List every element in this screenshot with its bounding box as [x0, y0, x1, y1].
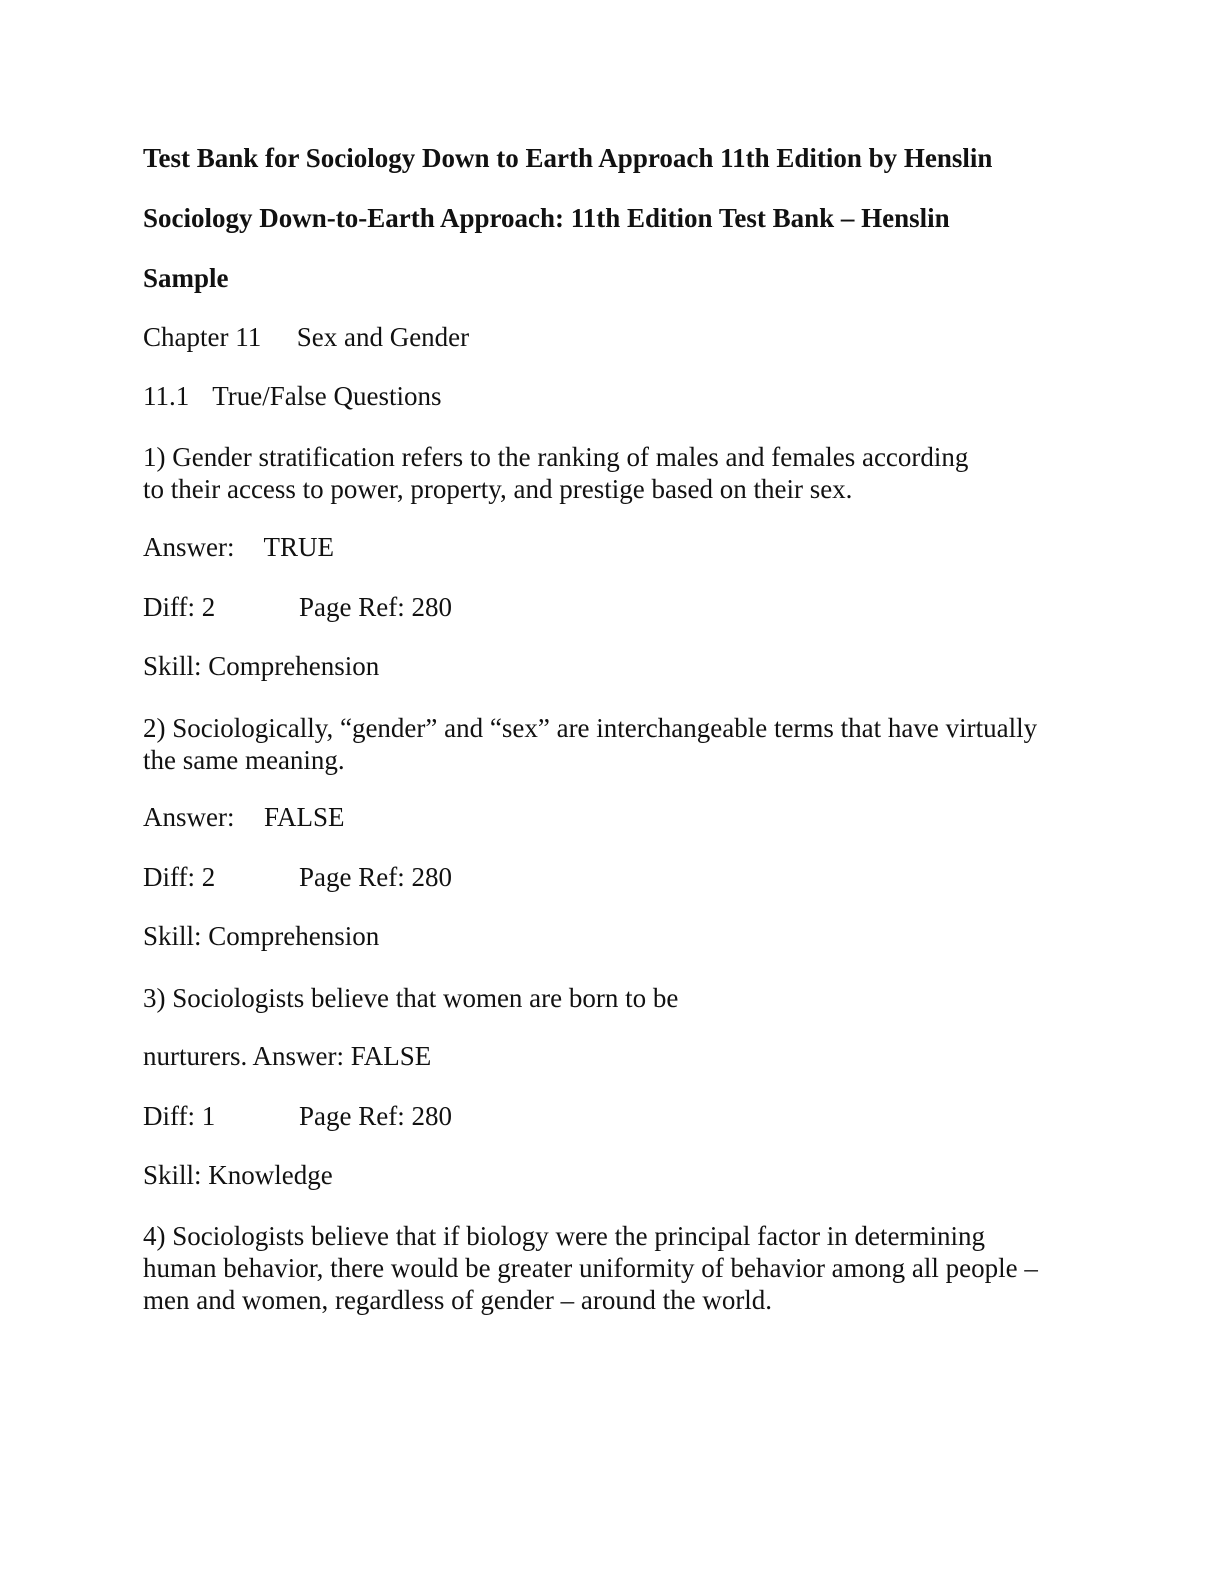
question-4-text [143, 1220, 1083, 1316]
question-text-line: 4) Sociologists believe that if biology were the principal factor in determining [143, 1221, 986, 1251]
document-subtitle: Sociology Down-to-Earth Approach: 11th Edition Test Bank – Henslin [143, 203, 950, 233]
question-2-skill: Skill: Comprehension [143, 921, 380, 951]
sample-label: Sample [143, 263, 229, 293]
answer-value: TRUE [263, 532, 334, 562]
document-title: Test Bank for Sociology Down to Earth Approach 11th Edition by Henslin [143, 143, 993, 173]
question-text-line: 2) Sociologically, “gender” and “sex” are interchangeable terms that have virtually [143, 713, 1038, 743]
section-number: 11.1 [143, 381, 190, 411]
question-text-line: men and women, regardless of gender – around the world. [143, 1285, 773, 1315]
question-2-meta [143, 861, 452, 893]
question-3-skill: Skill: Knowledge [143, 1160, 333, 1190]
question-2-answer [143, 801, 345, 833]
question-1-meta [143, 591, 452, 623]
section-heading [143, 380, 442, 412]
question-2-text [143, 712, 1083, 776]
question-1-answer [143, 531, 334, 563]
question-3-meta [143, 1100, 452, 1132]
chapter-label: Chapter 11 [143, 322, 262, 352]
question-text-line: the same meaning. [143, 745, 345, 775]
section-title: True/False Questions [212, 381, 442, 411]
difficulty: Diff: 1 [143, 1101, 216, 1131]
page-ref: Page Ref: 280 [299, 1101, 452, 1131]
question-text-line: to their access to power, property, and prestige based on their sex. [143, 474, 853, 504]
page-ref: Page Ref: 280 [299, 862, 452, 892]
question-1-skill: Skill: Comprehension [143, 651, 380, 681]
chapter-name: Sex and Gender [296, 322, 470, 352]
answer-value: FALSE [263, 802, 345, 832]
answer-label: Answer: [143, 532, 235, 562]
difficulty: Diff: 2 [143, 592, 216, 622]
question-1-text [143, 441, 1083, 505]
question-text-line: 1) Gender stratification refers to the ranking of males and females according [143, 442, 969, 472]
difficulty: Diff: 2 [143, 862, 216, 892]
question-3-text: 3) Sociologists believe that women are born to be [143, 983, 679, 1013]
page-ref: Page Ref: 280 [299, 592, 452, 622]
answer-label: Answer: [143, 802, 235, 832]
question-text-line: human behavior, there would be greater uniformity of behavior among all people – [143, 1253, 1038, 1283]
chapter-heading [143, 321, 469, 353]
question-3-answer: nurturers. Answer: FALSE [143, 1041, 432, 1071]
